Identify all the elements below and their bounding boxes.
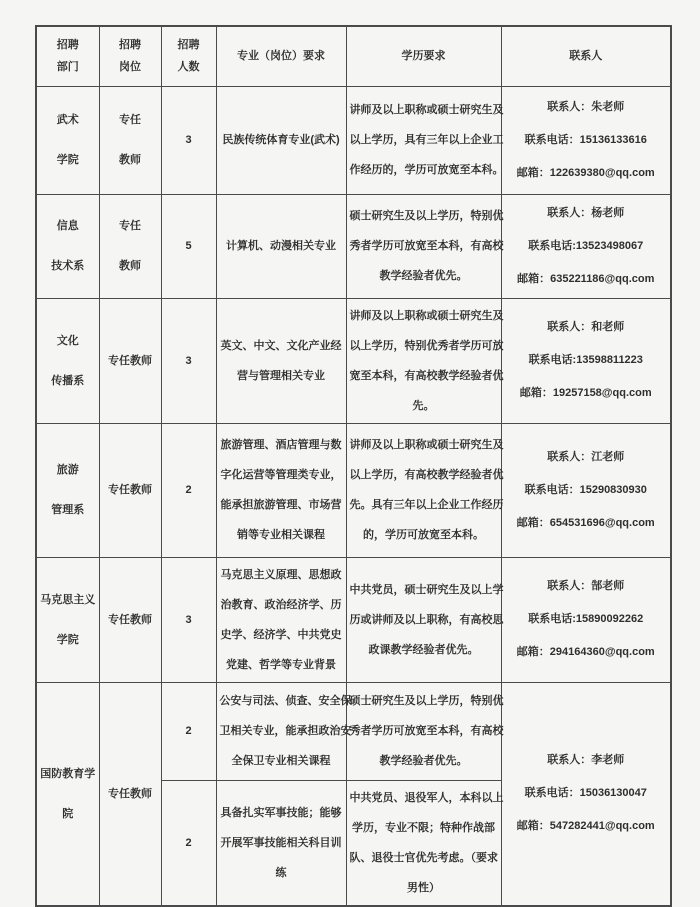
cell-contact: [501, 86, 671, 194]
post-line: 专任: [119, 114, 141, 126]
header-post-line: 岗位: [119, 61, 141, 74]
major-line: 马克思主义原理、思想政: [220, 568, 342, 581]
edu-line: 的，学历可放宽至本科。: [363, 529, 484, 541]
post-line: 专任: [119, 220, 141, 232]
header-count-line: 人数: [177, 61, 200, 74]
header-major-line: 专业（岗位）要求: [237, 50, 325, 63]
cell-header-major: [216, 26, 346, 86]
cell-count: [161, 194, 216, 298]
cell-header-post: [99, 26, 161, 86]
header-contact-line: 联系人: [569, 50, 603, 63]
edu-line: 中共党员，硕士研究生及以上学: [349, 583, 504, 596]
contact-line: 邮箱：635221186@qq.com: [517, 272, 655, 285]
cell-dept: [36, 298, 99, 423]
edu-line: 作经历的，学历可放宽至本科。: [349, 164, 504, 176]
edu-line: 男性）: [407, 881, 440, 894]
cell-header-edu: [346, 26, 501, 86]
count-line: 3: [185, 354, 192, 367]
cell-edu: [346, 86, 504, 194]
edu-line: 教学经验者优先。: [379, 270, 468, 282]
contact-line: 邮箱：294164360@qq.com: [516, 646, 655, 658]
contact-line: 联系人：郜老师: [547, 580, 625, 592]
cell-post: [99, 194, 161, 298]
cell-major: [216, 682, 352, 780]
edu-line: 历或讲师及以上职称，有高校思: [349, 613, 504, 626]
post-line: 专任教师: [108, 787, 152, 800]
dept-line: 管理系: [51, 504, 85, 516]
dept-line: 信息: [56, 220, 79, 232]
contact-line: 邮箱：122639380@qq.com: [516, 166, 655, 179]
edu-line: 讲师及以上职称或硕士研究生及: [349, 104, 504, 116]
edu-line: 以上学历，有高校教学经验者优: [349, 469, 504, 481]
major-line: 营与管理相关专业: [237, 369, 325, 382]
header-edu-line: 学历要求: [401, 50, 446, 63]
cell-contact: [501, 682, 671, 906]
cell-count: [161, 780, 216, 906]
edu-line: 政课教学经验者优先。: [368, 643, 479, 656]
cell-dept: [36, 557, 99, 682]
contact-line: 联系人：杨老师: [547, 206, 625, 219]
major-line: 公安与司法、侦查、安全保: [219, 695, 352, 707]
edu-line: 学历，专业不限；特种作战部: [352, 821, 495, 834]
header-count-line: 招聘: [177, 39, 200, 52]
cell-post: [99, 423, 161, 557]
edu-line: 宽至本科，有高校教学经验者优: [349, 369, 504, 382]
dept-line: 国防教育学: [40, 767, 96, 780]
cell-post: [99, 682, 161, 906]
cell-major: [216, 780, 346, 906]
contact-line: 邮箱：547282441@qq.com: [516, 820, 655, 832]
major-line: 计算机、动漫相关专业: [226, 240, 336, 252]
count-line: 5: [185, 240, 192, 252]
cell-count: [161, 682, 216, 780]
dept-line: 院: [62, 807, 74, 820]
post-line: 专任教师: [108, 613, 152, 626]
edu-line: 硕士研究生及以上学历，特别优: [349, 695, 504, 707]
cell-contact: [501, 298, 671, 423]
contact-line: 联系人：朱老师: [547, 100, 625, 113]
dept-line: 旅游: [56, 464, 79, 476]
cell-count: [161, 423, 216, 557]
contact-line: 联系电话:13598811223: [528, 354, 643, 366]
major-line: 卫相关专业，能承担政治安: [219, 725, 352, 737]
cell-major: [216, 423, 346, 557]
dept-line: 传播系: [51, 374, 85, 387]
contact-line: 联系电话：15036130047: [524, 787, 647, 799]
edu-line: 讲师及以上职称或硕士研究生及: [349, 439, 504, 451]
major-line: 具备扎实军事技能；能够: [220, 806, 342, 819]
edu-line: 中共党员、退役军人，本科以上: [349, 791, 504, 804]
edu-line: 秀者学历可放宽至本科，有高校: [349, 240, 504, 252]
cell-contact: [501, 423, 671, 557]
count-line: 2: [185, 725, 192, 737]
post-line: 教师: [119, 260, 141, 272]
header-dept-line: 招聘: [56, 39, 79, 52]
major-line: 全保卫专业相关课程: [231, 755, 331, 767]
header-row: [36, 26, 671, 86]
count-line: 3: [185, 134, 192, 146]
edu-line: 队、退役士官优先考虑。（要求: [349, 851, 498, 864]
major-line: 字化运营等管理类专业，: [220, 469, 342, 481]
cell-major: [216, 298, 346, 423]
major-line: 党建、哲学等专业背景: [226, 658, 336, 671]
major-line: 英文、中文、文化产业经: [220, 339, 342, 352]
edu-line: 以上学历，特别优秀者学历可放: [349, 339, 504, 352]
major-line: 史学、经济学、中共党史: [220, 628, 342, 641]
contact-line: 联系电话：15136133616: [524, 133, 647, 146]
cell-header-count: [161, 26, 216, 86]
cell-contact: [501, 194, 671, 298]
post-line: 教师: [119, 154, 141, 166]
cell-dept: [36, 86, 99, 194]
table-row: [36, 423, 671, 557]
cell-dept: [36, 682, 99, 906]
contact-line: 邮箱：654531696@qq.com: [516, 516, 655, 529]
contact-line: 联系人：江老师: [547, 450, 625, 463]
table-header: [36, 26, 671, 86]
header-post-line: 招聘: [119, 39, 141, 52]
cell-count: [161, 86, 216, 194]
dept-line: 武术: [56, 114, 79, 126]
cell-contact: [501, 557, 671, 682]
contact-line: 联系电话:15890092262: [528, 613, 644, 625]
major-line: 旅游管理、酒店管理与数: [220, 439, 342, 451]
edu-line: 教学经验者优先。: [379, 755, 468, 767]
cell-count: [161, 298, 216, 423]
count-line: 2: [185, 836, 192, 849]
cell-edu: [346, 194, 504, 298]
cell-edu: [346, 423, 504, 557]
major-line: 能承担旅游管理、市场营: [220, 499, 342, 511]
cell-post: [99, 557, 161, 682]
contact-line: 联系人：和老师: [547, 321, 625, 333]
edu-line: 硕士研究生及以上学历，特别优: [349, 210, 504, 222]
contact-line: 联系电话:13523498067: [528, 239, 644, 252]
cell-major: [216, 557, 346, 682]
cell-dept: [36, 423, 99, 557]
dept-line: 马克思主义: [40, 593, 96, 606]
count-line: 2: [185, 484, 192, 496]
edu-line: 以上学历，具有三年以上企业工: [349, 134, 504, 146]
major-line: 治教育、政治经济学、历: [220, 598, 342, 611]
cell-edu: [346, 682, 504, 780]
major-line: 民族传统体育专业(武术): [222, 134, 340, 146]
cell-dept: [36, 194, 99, 298]
table-row: [36, 194, 671, 298]
table-row: [36, 298, 671, 423]
edu-line: 秀者学历可放宽至本科，有高校: [349, 725, 504, 737]
dept-line: 学院: [56, 633, 79, 646]
table-row: [36, 682, 671, 780]
dept-line: 文化: [56, 334, 79, 347]
table-row: [36, 557, 671, 682]
cell-header-dept: [36, 26, 99, 86]
cell-header-contact: [501, 26, 671, 86]
contact-line: 联系电话：15290830930: [524, 483, 647, 496]
cell-count: [161, 557, 216, 682]
edu-line: 讲师及以上职称或硕士研究生及: [349, 309, 504, 322]
dept-line: 学院: [56, 154, 79, 166]
cell-major: [216, 86, 346, 194]
post-line: 专任教师: [108, 354, 152, 367]
major-line: 练: [275, 866, 287, 879]
edu-line: 先。具有三年以上企业工作经历: [349, 499, 504, 511]
cell-major: [216, 194, 346, 298]
cell-edu: [346, 780, 504, 906]
cell-post: [99, 298, 161, 423]
post-line: 专任教师: [108, 484, 152, 496]
dept-line: 技术系: [51, 260, 85, 272]
header-dept-line: 部门: [56, 61, 79, 74]
cell-edu: [346, 557, 504, 682]
major-line: 开展军事技能相关科目训: [220, 836, 342, 849]
contact-line: 邮箱：19257158@qq.com: [519, 387, 652, 399]
major-line: 销等专业相关课程: [237, 529, 325, 541]
count-line: 3: [185, 613, 192, 626]
edu-line: 先。: [412, 399, 435, 412]
table-row: [36, 86, 671, 194]
cell-edu: [346, 298, 504, 423]
recruitment-table: [35, 25, 672, 907]
table-body: [36, 86, 671, 906]
contact-line: 联系人：李老师: [547, 754, 625, 766]
cell-post: [99, 86, 161, 194]
